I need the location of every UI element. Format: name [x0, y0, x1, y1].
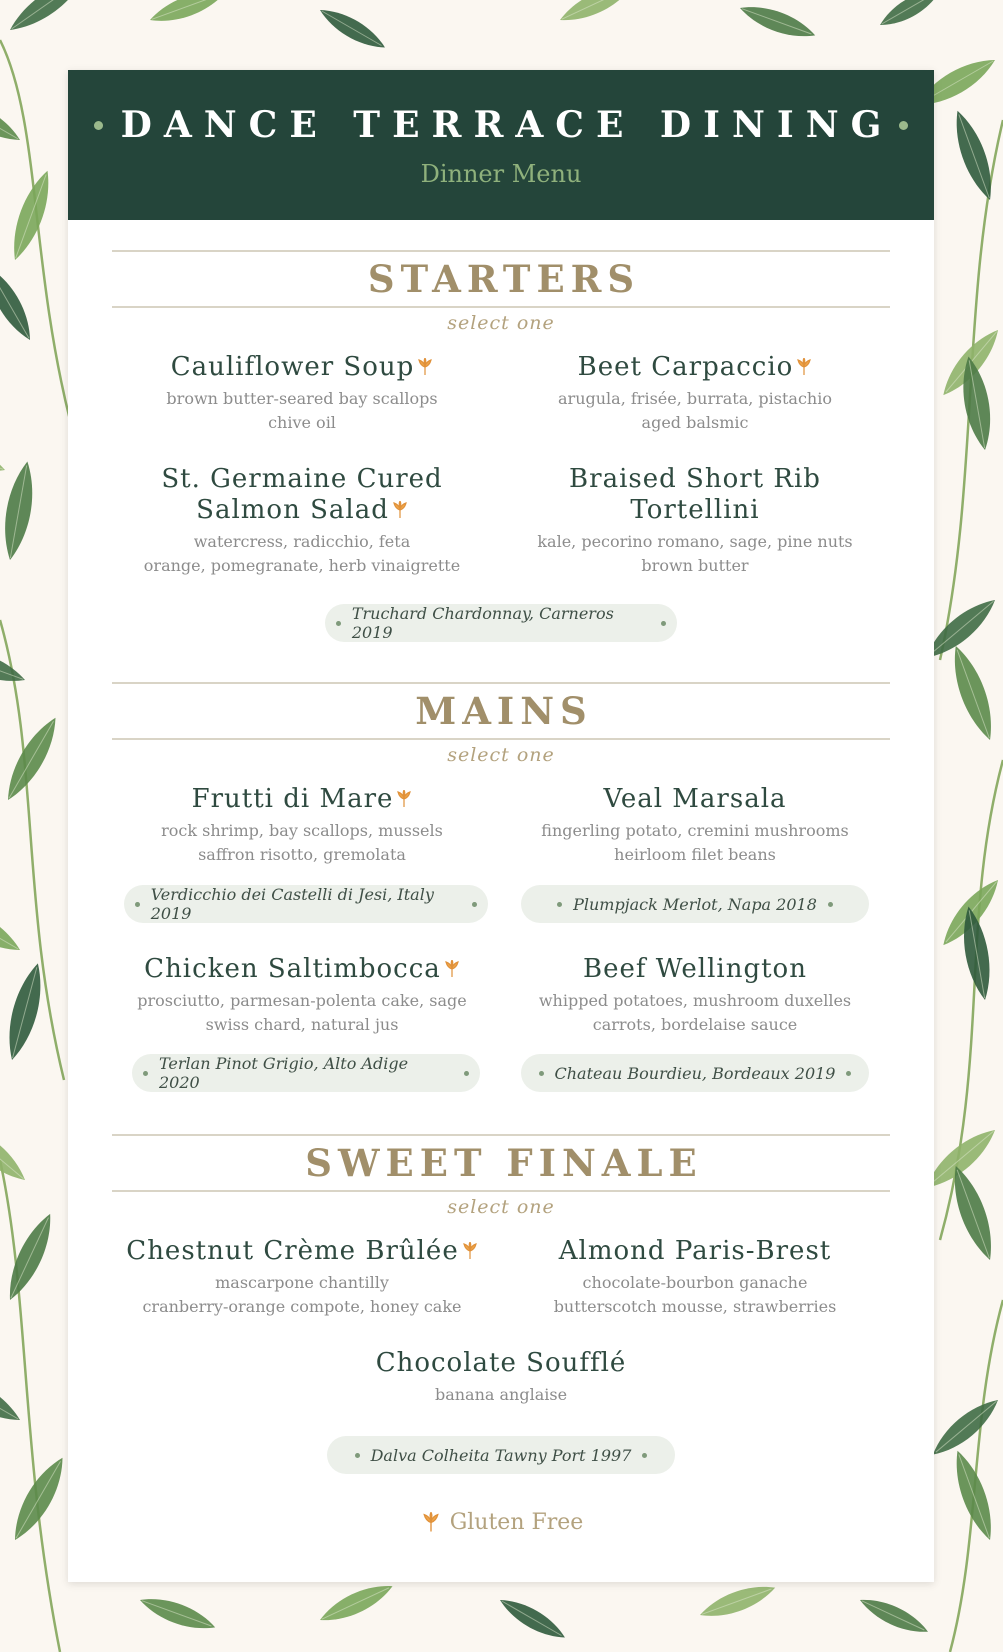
- dish-creme-brulee: [112, 1236, 492, 1319]
- dish-description: whipped potatoes, mushroom duxelles carrots, bordelaise sauce: [538, 991, 852, 1034]
- wine-dot: [355, 1453, 360, 1458]
- dish-description: prosciutto, parmesan-polenta cake, sage swiss chard, natural jus: [137, 991, 467, 1034]
- dish-name: Frutti di Mare: [112, 784, 492, 815]
- wine-pairing-starters: [325, 604, 677, 642]
- wine-dot: [143, 1071, 148, 1076]
- dish-beef-wellington: [500, 954, 890, 1037]
- menu-subtitle: Dinner Menu: [420, 160, 582, 188]
- menu-header: [68, 70, 934, 220]
- leaf-shape: [0, 261, 39, 345]
- dish-description: arugula, frisée, burrata, pistachio aged balsmic: [558, 389, 832, 432]
- wine-pairing-chicken-saltimbocca: [132, 1054, 480, 1092]
- wine-dot: [135, 902, 140, 907]
- leaf-shape: [926, 1392, 1003, 1463]
- starters-note: select one: [447, 312, 555, 334]
- wine-dot: [464, 1071, 469, 1076]
- leaf-shape: [0, 429, 9, 481]
- dish-paris-brest: [500, 1236, 890, 1319]
- restaurant-title: DANCE TERRACE DINING: [120, 104, 894, 146]
- wine-pairing-frutti-di-mare: [124, 885, 488, 923]
- leaf-shape: [876, 0, 946, 33]
- wine-dot: [472, 902, 477, 907]
- gluten-free-icon: [392, 501, 408, 519]
- leaf-shape: [737, 0, 819, 45]
- title-dot-right: [899, 121, 908, 130]
- wine-label: Chateau Bourdieu, Bordeaux 2019: [554, 1063, 836, 1083]
- leaf-shape: [4, 0, 90, 39]
- wine-label: Truchard Chardonnay, Carneros 2019: [351, 604, 614, 642]
- dish-description: watercress, radicchio, feta orange, pomegranate, herb vinaigrette: [143, 532, 461, 575]
- section-header-sweet-finale: [112, 1134, 890, 1192]
- leaf-vein: [322, 11, 382, 46]
- wine-label: Terlan Pinot Grigio, Alto Adige 2020: [158, 1054, 409, 1092]
- sweet-finale-note: select one: [447, 1196, 555, 1218]
- dish-name: Chestnut Crème Brûlée: [112, 1236, 492, 1267]
- gluten-free-icon: [444, 960, 460, 978]
- dish-name: Almond Paris-Brest: [558, 1236, 832, 1266]
- wine-dot: [539, 1071, 544, 1076]
- leaf-vein: [929, 601, 993, 655]
- dish-description: banana anglaise: [434, 1385, 568, 1404]
- leaf-vein: [0, 441, 3, 470]
- dish-description: chocolate-bourbon ganache butterscotch mousse, strawberries: [553, 1273, 837, 1316]
- wine-label: Dalva Colheita Tawny Port 1997: [370, 1445, 632, 1465]
- dish-salmon-salad: [112, 464, 492, 578]
- gluten-free-icon: [396, 790, 412, 808]
- dish-chicken-saltimbocca: [112, 954, 492, 1037]
- section-title-starters: STARTERS: [367, 257, 641, 301]
- gluten-free-icon: [422, 1512, 440, 1533]
- leaf-shape: [0, 459, 39, 562]
- dish-name: Veal Marsala: [603, 784, 787, 814]
- dish-description: rock shrimp, bay scallops, mussels saffron risotto, gremolata: [161, 821, 443, 864]
- wine-dot: [557, 902, 562, 907]
- section-title-mains: MAINS: [415, 689, 593, 733]
- dish-cauliflower-soup: [112, 352, 492, 435]
- wine-dot: [336, 621, 341, 626]
- leaf-shape: [0, 712, 65, 806]
- dish-description: fingerling potato, cremini mushrooms heirloom filet beans: [541, 821, 849, 864]
- leaf-shape: [556, 0, 637, 29]
- dish-name: St. Germaine Cured Salmon Salad: [161, 464, 443, 525]
- dish-chocolate-souffle: [268, 1348, 734, 1407]
- dish-description: mascarpone chantilly cranberry-orange compote, honey cake: [142, 1273, 462, 1316]
- gluten-free-legend: [68, 1510, 934, 1535]
- leaf-vein: [862, 1601, 925, 1630]
- wine-dot: [828, 902, 833, 907]
- mains-note: select one: [447, 744, 555, 766]
- leaf-shape: [0, 895, 26, 959]
- dish-description: brown butter-seared bay scallops chive oil: [166, 389, 438, 432]
- dish-name: Beet Carpaccio: [500, 352, 890, 383]
- wine-label: Verdicchio dei Castelli di Jesi, Italy 2019: [150, 885, 434, 923]
- dish-name: Cauliflower Soup: [112, 352, 492, 383]
- leaf-vein: [322, 1588, 389, 1619]
- wine-pairing-beef-wellington: [521, 1054, 869, 1092]
- dish-veal-marsala: [500, 784, 890, 867]
- section-header-starters: [112, 250, 890, 308]
- leaf-vein: [16, 1461, 61, 1538]
- leaf-vein: [936, 1401, 997, 1452]
- menu-card: [68, 70, 934, 1582]
- dish-short-rib-tortellini: [500, 464, 890, 578]
- gluten-free-icon: [417, 358, 433, 376]
- wine-dot: [846, 1071, 851, 1076]
- dish-name: Chicken Saltimbocca: [112, 954, 492, 985]
- gluten-free-icon: [462, 1242, 478, 1260]
- dish-name: Braised Short Rib Tortellini: [569, 464, 821, 525]
- wine-pairing-sweet-finale: [327, 1436, 675, 1474]
- wine-label: Plumpjack Merlot, Napa 2018: [573, 894, 817, 914]
- title-row: [68, 104, 934, 146]
- dish-name: Beef Wellington: [583, 954, 807, 984]
- wine-dot: [661, 621, 666, 626]
- dish-description: kale, pecorino romano, sage, pine nuts brown butter: [537, 532, 853, 575]
- leaf-shape: [0, 1365, 26, 1429]
- leaf-shape: [147, 0, 229, 29]
- section-header-mains: [112, 682, 890, 740]
- wine-dot: [642, 1453, 647, 1458]
- section-title-sweet-finale: SWEET FINALE: [305, 1141, 703, 1185]
- gluten-free-label: Gluten Free: [449, 1510, 584, 1535]
- leaf-vein: [502, 1601, 562, 1636]
- wine-pairing-veal-marsala: [521, 885, 869, 923]
- gluten-free-icon: [796, 358, 812, 376]
- dish-name: Chocolate Soufflé: [375, 1348, 627, 1378]
- dish-frutti-di-mare: [112, 784, 492, 867]
- dish-beet-carpaccio: [500, 352, 890, 435]
- title-dot-left: [94, 121, 103, 130]
- leaf-vein: [9, 721, 54, 798]
